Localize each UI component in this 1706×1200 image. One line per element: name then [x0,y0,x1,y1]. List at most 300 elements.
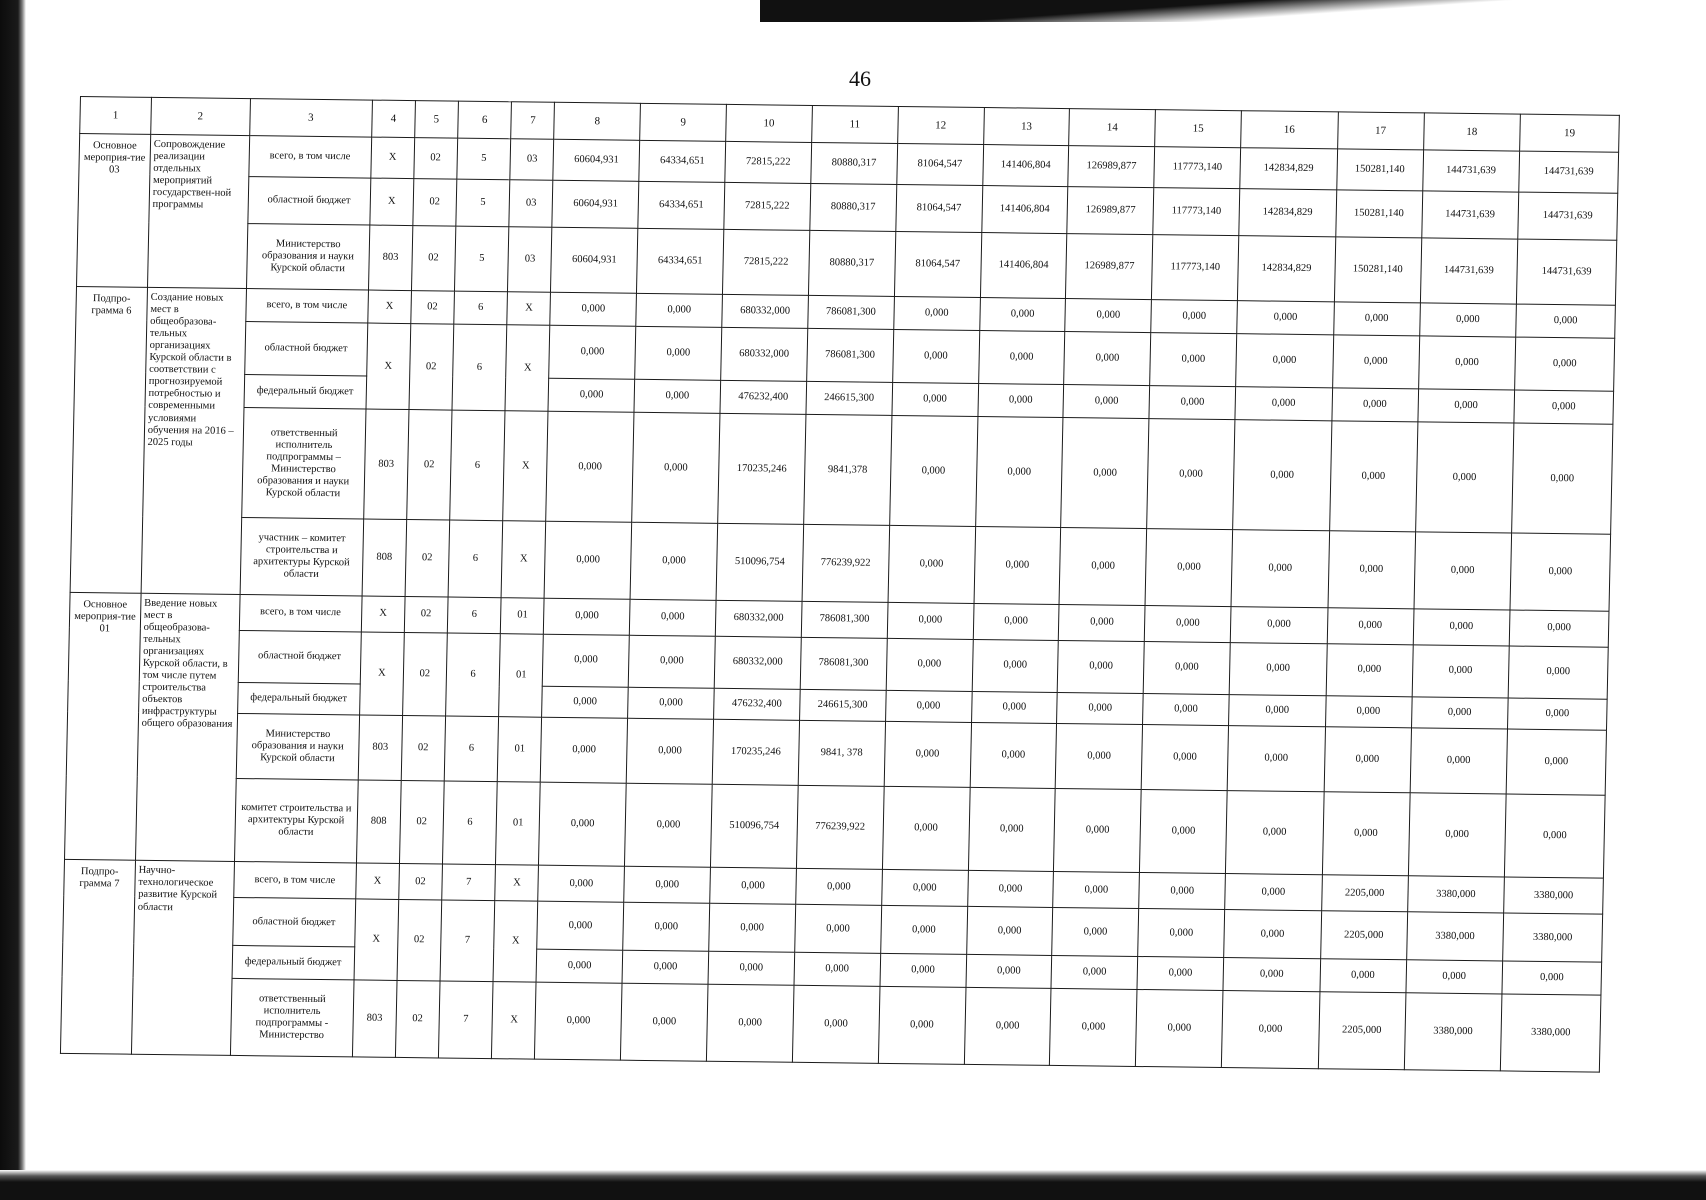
value-cell: 0,000 [1143,694,1229,726]
code-cell: 02 [409,324,454,411]
value-cell: 80880,317 [811,142,898,184]
code-cell: 6 [445,633,500,717]
value-cell: 476232,400 [714,688,800,720]
value-cell: 0,000 [1324,727,1411,793]
value-cell: 0,000 [1059,528,1146,605]
value-cell: 0,000 [1065,298,1152,332]
value-cell: 0,000 [1136,990,1223,1068]
value-cell: 776239,922 [796,785,884,870]
value-cell: 0,000 [1414,532,1512,610]
value-cell: 0,000 [1052,908,1139,957]
budget-table [60,96,1620,1073]
value-cell: 0,000 [632,413,720,524]
value-cell: 786081,300 [807,329,894,383]
code-cell: 803 [364,409,409,519]
value-cell: 0,000 [882,786,970,871]
program-name-cell: Сопровождение реализации отдельных мероприятий государствен-ной программы [147,134,249,288]
value-cell: 0,000 [888,526,975,603]
header-cell: 1 [80,97,152,135]
value-cell: 0,000 [1057,693,1143,725]
value-cell: 0,000 [964,988,1051,1066]
value-cell: 0,000 [548,378,635,412]
value-cell: 0,000 [624,867,711,904]
funding-source-cell: областной бюджет [238,630,361,684]
value-cell: 0,000 [1325,696,1411,728]
value-cell: 3380,000 [1500,994,1601,1072]
value-cell: 0,000 [975,417,1063,528]
value-cell: 141406,804 [982,145,1069,187]
code-cell: 02 [402,632,447,716]
value-cell: 0,000 [880,953,967,987]
value-cell: 0,000 [1223,958,1320,993]
value-cell: 0,000 [543,634,630,688]
value-cell: 0,000 [1516,304,1616,339]
funding-source-cell: всего, в том числе [239,594,362,631]
value-cell: 0,000 [635,327,722,381]
value-cell: 0,000 [550,292,637,326]
value-cell: 80880,317 [808,231,895,297]
program-name-cell: Создание новых мест в общеобразова-тельных организациях Курской области в соответствии с прогнозируемой потребностью и современными условиями обучения на 2016 – 2025 годы [141,287,246,594]
code-cell: 5 [456,179,511,227]
value-cell: 0,000 [1061,418,1149,529]
funding-source-cell: ответственный исполнитель подпрограммы – Министерство образования и науки Курской области [241,408,366,519]
funding-source-cell: федеральный бюджет [244,374,367,409]
code-cell: 02 [401,716,445,781]
value-cell: 0,000 [1151,300,1238,334]
code-cell: 01 [496,781,541,865]
program-type-cell: Основное мероприя-тие 01 [65,592,141,860]
page-number: 46 [849,66,871,91]
code-cell: 5 [454,226,509,291]
value-cell: 0,000 [1139,873,1226,910]
code-cell: 02 [404,596,448,632]
value-cell: 117773,140 [1153,187,1240,236]
code-cell: 02 [395,981,440,1058]
funding-source-cell: комитет строительства и архитектуры Курской области [234,778,358,863]
code-cell: 02 [407,410,452,520]
value-cell: 126989,877 [1067,186,1154,235]
value-cell: 3380,000 [1407,876,1504,913]
value-cell: 476232,400 [720,380,807,414]
value-cell: 0,000 [884,722,971,788]
header-cell: 2 [151,97,251,135]
table-body [60,133,1618,1072]
value-cell: 141406,804 [981,185,1068,234]
value-cell: 0,000 [1333,302,1420,336]
header-cell: 17 [1337,112,1424,150]
code-cell: 6 [449,410,505,521]
code-cell: 6 [442,781,497,865]
value-cell: 0,000 [1138,909,1225,958]
value-cell: 786081,300 [808,295,895,329]
header-cell: 6 [457,101,511,139]
value-cell: 0,000 [971,692,1057,724]
value-cell: 0,000 [978,331,1065,385]
code-cell: 01 [499,633,544,717]
value-cell: 150281,140 [1336,149,1423,191]
value-cell: 0,000 [974,527,1061,604]
funding-source-cell: всего, в том числе [248,136,371,178]
value-cell: 60604,931 [552,180,639,229]
value-cell: 786081,300 [800,637,887,691]
funding-source-cell: областной бюджет [244,322,367,376]
value-cell: 0,000 [628,635,715,689]
value-cell: 0,000 [1506,729,1606,795]
value-cell: 9841,378 [804,415,892,526]
value-cell: 0,000 [622,950,709,984]
code-cell: 03 [508,227,552,292]
value-cell: 0,000 [1230,606,1327,643]
code-cell: 02 [413,178,457,226]
value-cell: 0,000 [546,412,634,523]
code-cell: X [368,290,412,324]
header-cell: 5 [415,101,459,139]
code-cell: 02 [411,226,455,291]
code-cell: 803 [352,980,397,1057]
header-cell: 15 [1155,110,1242,148]
funding-source-cell: областной бюджет [247,176,370,225]
value-cell: 150281,140 [1335,189,1422,238]
header-cell: 13 [983,108,1070,146]
value-cell: 0,000 [966,954,1053,988]
code-cell: X [359,632,404,716]
value-cell: 0,000 [626,718,713,784]
value-cell: 0,000 [1149,386,1236,420]
value-cell: 0,000 [1504,794,1605,879]
value-cell: 0,000 [1063,384,1150,418]
funding-source-cell: федеральный бюджет [232,945,355,980]
value-cell: 0,000 [542,686,628,718]
value-cell: 0,000 [623,902,710,951]
value-cell: 680332,000 [722,294,809,328]
value-cell: 510096,754 [716,524,803,601]
program-type-cell: Подпро-грамма 7 [60,860,135,1054]
value-cell: 0,000 [1143,641,1230,695]
value-cell: 60604,931 [551,228,638,294]
value-cell: 144731,639 [1420,238,1518,304]
code-cell: X [354,899,399,981]
value-cell: 0,000 [1512,423,1613,534]
header-cell: 14 [1069,109,1156,147]
table-row [72,406,1613,535]
value-cell: 170235,246 [718,414,806,525]
value-cell: 0,000 [973,603,1060,640]
code-cell: 03 [509,179,553,227]
code-cell: X [361,596,405,632]
value-cell: 0,000 [708,951,795,985]
value-cell: 81064,547 [896,184,983,233]
value-cell: 0,000 [1418,336,1516,390]
header-cell: 8 [554,102,641,140]
value-cell: 0,000 [1225,874,1322,911]
value-cell: 0,000 [1510,533,1611,611]
code-cell: 6 [447,597,501,633]
code-cell: 808 [362,519,407,596]
value-cell: 0,000 [1502,961,1602,996]
code-cell: 803 [358,715,402,780]
code-cell: 6 [452,324,507,411]
value-cell: 0,000 [979,297,1066,331]
code-cell: 02 [397,900,442,982]
value-cell: 0,000 [1235,387,1332,422]
value-cell: 0,000 [1227,726,1325,792]
value-cell: 144731,639 [1421,191,1519,240]
value-cell: 0,000 [1051,955,1138,989]
header-cell: 10 [726,104,813,142]
value-cell: 0,000 [1328,531,1415,608]
scan-border-top [760,0,1706,22]
funding-source-cell: ответственный исполнитель подпрограммы - Министерство [230,979,354,1057]
header-cell: 12 [897,106,984,144]
value-cell: 0,000 [1417,389,1514,424]
value-cell: 9841, 378 [798,721,885,787]
value-cell: 60604,931 [553,139,640,181]
value-cell: 144731,639 [1516,239,1616,305]
code-cell: X [356,863,400,899]
value-cell: 246615,300 [799,689,885,721]
header-cell: 7 [511,102,555,140]
value-cell: 0,000 [792,986,879,1064]
value-cell: 0,000 [634,379,721,413]
value-cell: 3380,000 [1406,912,1504,961]
value-cell: 0,000 [1221,991,1319,1069]
value-cell: 0,000 [1233,420,1332,531]
value-cell: 0,000 [1229,642,1327,696]
value-cell: 0,000 [892,382,979,416]
code-cell: 6 [448,520,503,597]
value-cell: 0,000 [541,717,628,783]
value-cell: 0,000 [889,416,977,527]
value-cell: 80880,317 [810,183,897,232]
value-cell: 0,000 [880,906,967,955]
value-cell: 64334,651 [639,140,726,182]
value-cell: 0,000 [535,983,622,1061]
value-cell: 141406,804 [980,233,1067,299]
value-cell: 0,000 [1320,959,1407,993]
program-name-cell: Введение новых мест в общеобразова-тельных организациях Курской области, в том числе путем строительства объектов инфраструктуры общего образования [135,593,239,862]
funding-source-cell: всего, в том числе [245,288,368,323]
value-cell: 144731,639 [1422,150,1519,192]
value-cell: 0,000 [878,987,965,1065]
code-cell: X [503,411,548,521]
value-cell: 0,000 [1408,793,1506,878]
header-cell: 16 [1241,111,1338,149]
value-cell: 0,000 [1064,332,1151,386]
value-cell: 680332,000 [715,600,802,637]
value-cell: 0,000 [1147,419,1235,530]
funding-source-cell: всего, в том числе [233,862,356,899]
value-cell: 0,000 [881,870,968,907]
code-cell: X [371,137,415,178]
value-cell: 126989,877 [1068,146,1155,188]
funding-source-cell: участник – комитет строительства и архитектуры Курской области [240,518,364,596]
value-cell: 0,000 [1145,529,1232,606]
code-cell: X [505,325,550,412]
value-cell: 0,000 [1508,646,1608,700]
header-cell: 4 [372,100,416,138]
value-cell: 0,000 [536,949,623,983]
value-cell: 0,000 [628,687,714,719]
funding-source-cell: федеральный бюджет [237,683,360,716]
value-cell: 0,000 [794,952,881,986]
header-cell: 9 [640,103,727,141]
value-cell: 142834,829 [1240,148,1337,190]
value-cell: 0,000 [1509,610,1609,647]
funding-source-cell: областной бюджет [232,898,355,947]
value-cell: 0,000 [885,691,971,723]
value-cell: 0,000 [796,869,883,906]
value-cell: 0,000 [1050,989,1137,1067]
code-cell: 02 [411,290,455,324]
value-cell: 0,000 [1229,695,1326,727]
value-cell: 144731,639 [1518,192,1618,241]
value-cell: 0,000 [539,782,627,867]
code-cell: 7 [440,900,495,982]
value-cell: 142834,829 [1239,188,1337,237]
value-cell: 0,000 [1332,388,1419,422]
header-cell: 3 [249,99,372,137]
header-cell: 18 [1423,113,1520,151]
value-cell: 0,000 [629,599,716,636]
value-cell: 0,000 [621,984,708,1062]
code-cell: 03 [510,139,554,180]
header-cell: 19 [1520,114,1620,152]
program-type-cell: Подпро-грамма 6 [70,286,147,593]
value-cell: 0,000 [706,985,793,1063]
value-cell: 246615,300 [806,381,893,415]
value-cell: 0,000 [1150,333,1237,387]
value-cell: 3380,000 [1404,993,1502,1071]
value-cell: 2205,000 [1320,911,1407,960]
value-cell: 0,000 [1508,698,1608,730]
value-cell: 0,000 [1327,608,1414,645]
code-cell: X [495,865,539,901]
code-cell: X [501,521,546,598]
value-cell: 0,000 [887,602,974,639]
value-cell: 0,000 [1419,303,1516,338]
value-cell: 150281,140 [1334,237,1421,303]
value-cell: 0,000 [967,871,1054,908]
value-cell: 0,000 [968,787,1056,872]
value-cell: 64334,651 [637,229,724,295]
value-cell: 117773,140 [1152,235,1239,301]
code-cell: 808 [356,780,401,864]
value-cell: 0,000 [544,522,631,599]
value-cell: 680332,000 [721,328,808,382]
code-cell: X [492,982,537,1059]
code-cell: 02 [399,864,443,900]
value-cell: 81064,547 [897,143,984,185]
value-cell: 786081,300 [801,601,888,638]
code-cell: 02 [405,520,450,597]
value-cell: 0,000 [1405,960,1502,995]
value-cell: 72815,222 [722,230,809,296]
value-cell: 0,000 [1515,337,1615,391]
value-cell: 0,000 [1053,872,1140,909]
value-cell: 126989,877 [1066,234,1153,300]
value-cell: 510096,754 [710,784,798,869]
value-cell: 0,000 [1329,421,1417,532]
code-cell: 5 [457,138,512,179]
value-cell: 0,000 [892,330,979,384]
value-cell: 2205,000 [1318,992,1405,1070]
code-cell: X [366,323,411,410]
value-cell: 0,000 [1237,301,1334,336]
value-cell: 72815,222 [724,182,811,231]
value-cell: 0,000 [1236,334,1334,388]
value-cell: 0,000 [1059,604,1146,641]
value-cell: 144731,639 [1519,151,1619,193]
value-cell: 0,000 [630,523,717,600]
value-cell: 0,000 [1326,643,1413,697]
value-cell: 72815,222 [725,141,812,183]
value-cell: 0,000 [549,326,636,380]
code-cell: 02 [399,780,444,864]
value-cell: 3380,000 [1504,877,1604,914]
value-cell: 0,000 [710,868,797,905]
value-cell: 142834,829 [1238,236,1336,302]
value-cell: 0,000 [1137,956,1224,990]
value-cell: 0,000 [970,723,1057,789]
value-cell: 0,000 [709,903,796,952]
value-cell: 0,000 [893,296,980,330]
program-type-cell: Основное мероприя-тие 03 [77,133,151,287]
value-cell: 0,000 [1322,791,1410,876]
code-cell: 803 [368,225,412,290]
value-cell: 0,000 [977,383,1064,417]
value-cell: 680332,000 [714,636,801,690]
value-cell: 3380,000 [1503,913,1603,962]
value-cell: 0,000 [966,907,1053,956]
value-cell: 0,000 [795,905,882,954]
value-cell: 64334,651 [638,181,725,230]
value-cell: 0,000 [1514,390,1614,425]
value-cell: 0,000 [636,293,723,327]
funding-source-cell: Министерство образования и науки Курской области [236,714,360,780]
value-cell: 0,000 [1145,605,1232,642]
code-cell: X [370,178,414,226]
program-name-cell: Научно-технологическое развитие Курской области [131,861,234,1056]
value-cell: 0,000 [1410,728,1508,794]
value-cell: 0,000 [538,866,625,903]
header-cell: 11 [812,105,899,143]
code-cell: X [507,292,551,326]
value-cell: 0,000 [1332,335,1419,389]
value-cell: 0,000 [1141,725,1228,791]
code-cell: X [493,901,538,983]
value-cell: 0,000 [1058,640,1145,694]
code-cell: 01 [501,597,545,633]
code-cell: 6 [454,291,508,325]
value-cell: 0,000 [1140,789,1228,874]
value-cell: 0,000 [1056,724,1143,790]
value-cell: 0,000 [1415,422,1514,533]
funding-source-cell: Министерство образования и науки Курской области [246,224,370,290]
code-cell: 7 [441,864,495,900]
value-cell: 0,000 [972,639,1059,693]
value-cell: 0,000 [537,901,624,950]
value-cell: 117773,140 [1154,147,1241,189]
value-cell: 0,000 [1411,697,1508,729]
value-cell: 0,000 [1231,530,1329,608]
value-cell: 0,000 [886,638,973,692]
value-cell: 0,000 [1225,790,1323,875]
code-cell: 6 [444,716,499,781]
value-cell: 0,000 [1413,609,1510,646]
scan-border-bottom [0,1170,1706,1200]
value-cell: 170235,246 [712,720,799,786]
code-cell: 01 [498,717,542,782]
